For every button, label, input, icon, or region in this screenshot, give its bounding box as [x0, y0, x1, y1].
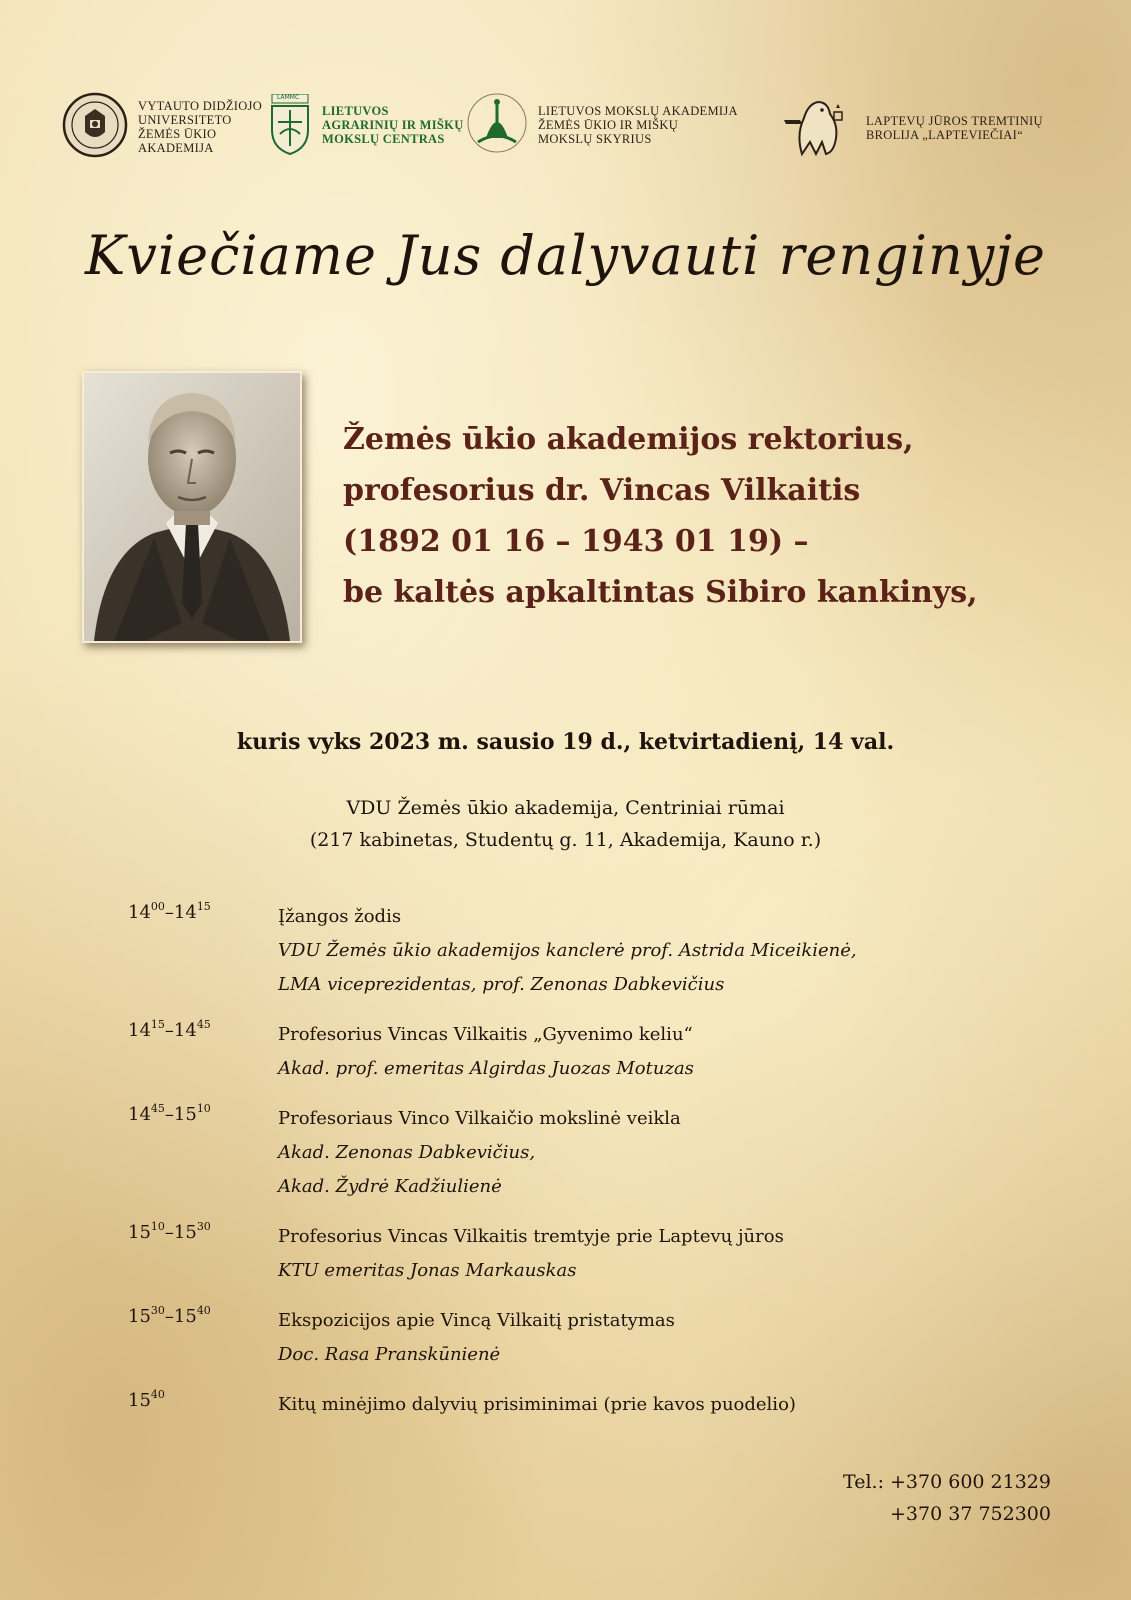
portrait-photo — [82, 371, 302, 643]
laptev-logo-text: LAPTEVŲ JŪROS TREMTINIŲ BROLIJA „LAPTEVIEČIAI“ — [866, 114, 1043, 142]
program-speaker: VDU Žemės ūkio akademijos kanclerė prof. Astrida Miceikienė, — [278, 940, 857, 961]
lammc-badge-label: LAMMC — [277, 94, 300, 101]
program-title: Ekspozicijos apie Vincą Vilkaitį pristatymas — [278, 1310, 675, 1331]
program-speaker: Akad. Žydrė Kadžiulienė — [278, 1176, 502, 1197]
program-time: $15^{30}-15^{40}$ — [128, 1304, 211, 1327]
program-time: $14^{45}-15^{10}$ — [128, 1102, 211, 1125]
phone-line-2: +370 37 752300 — [890, 1503, 1051, 1525]
program-time: $14^{15}-14^{45}$ — [128, 1018, 211, 1041]
location-line-2: (217 kabinetas, Studentų g. 11, Akademija, Kauno r.) — [309, 829, 822, 851]
phone-line-1: Tel.: +370 600 21329 — [843, 1471, 1051, 1493]
program-description — [278, 1220, 784, 1288]
headline — [343, 414, 1103, 618]
lammc-shield-icon — [268, 94, 312, 156]
lma-emblem-icon — [466, 92, 528, 158]
contact-phones — [843, 1466, 1051, 1530]
laptev-logo-block — [782, 94, 1043, 162]
program-description — [278, 1018, 694, 1086]
program-description — [278, 1388, 796, 1422]
headline-line-4: be kaltės apkaltintas Sibiro kankinys, — [343, 575, 978, 610]
vdu-logo-block — [62, 92, 262, 162]
program-time: $15^{10}-15^{30}$ — [128, 1220, 211, 1243]
program-description — [278, 1102, 681, 1204]
program-time: $14^{00}-14^{15}$ — [128, 900, 211, 923]
program-time: $15^{40}$ — [128, 1388, 165, 1411]
program-title: Profesorius Vincas Vilkaitis „Gyvenimo keliu“ — [278, 1024, 693, 1045]
vdu-logo-text: VYTAUTO DIDŽIOJO UNIVERSITETO ŽEMĖS ŪKIO AKADEMIJA — [138, 99, 263, 155]
headline-line-1: Žemės ūkio akademijos rektorius, — [343, 422, 914, 457]
event-location — [0, 792, 1131, 856]
program-speaker: Akad. Zenonas Dabkevičius, — [278, 1142, 536, 1163]
program-title: Profesoriaus Vinco Vilkaičio mokslinė veikla — [278, 1108, 681, 1129]
program-description — [278, 900, 857, 1002]
lammc-logo-text: LIETUVOS AGRARINIŲ IR MIŠKŲ MOKSLŲ CENTRAS — [322, 104, 464, 146]
polar-bear-icon — [782, 94, 848, 162]
program-speaker: Akad. prof. emeritas Algirdas Juozas Motuzas — [278, 1058, 694, 1079]
program-description — [278, 1304, 675, 1372]
headline-line-2: profesorius dr. Vincas Vilkaitis — [343, 473, 861, 508]
lammc-logo-block — [268, 94, 464, 156]
location-line-1: VDU Žemės ūkio akademija, Centriniai rūmai — [346, 797, 785, 819]
vdu-seal-icon — [62, 92, 128, 162]
lma-logo-text: LIETUVOS MOKSLŲ AKADEMIJA ŽEMĖS ŪKIO IR MIŠKŲ MOKSLŲ SKYRIUS — [538, 104, 738, 146]
program-title: Profesorius Vincas Vilkaitis tremtyje prie Laptevų jūros — [278, 1226, 784, 1247]
headline-line-3: (1892 01 16 – 1943 01 19) – — [343, 524, 809, 559]
program-title: Kitų minėjimo dalyvių prisiminimai (prie kavos puodelio) — [278, 1394, 796, 1415]
invitation-title: Kviečiame Jus dalyvauti renginyje — [85, 224, 1046, 287]
program-title: Įžangos žodis — [278, 906, 402, 927]
program-speaker: LMA viceprezidentas, prof. Zenonas Dabkevičius — [278, 974, 725, 995]
program-speaker: KTU emeritas Jonas Markauskas — [278, 1260, 577, 1281]
event-date-time: kuris vyks 2023 m. sausio 19 d., ketvirtadienį, 14 val. — [236, 729, 895, 755]
lma-logo-block — [466, 92, 738, 158]
program-speaker: Doc. Rasa Pranskūnienė — [278, 1344, 501, 1365]
